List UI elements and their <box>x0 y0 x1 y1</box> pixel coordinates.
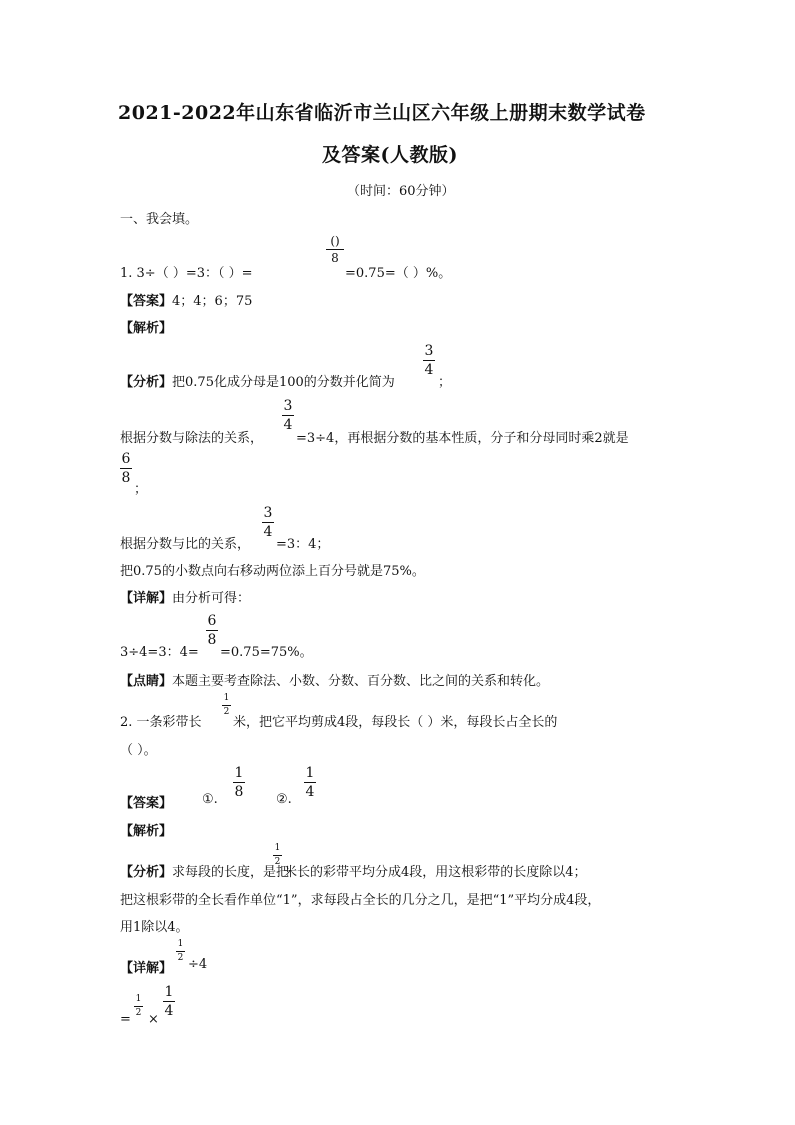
fraction-bar <box>273 855 282 856</box>
fenxi-line-1-b: 米长的彩带平均分成4段，用这根彩带的长度除以4； <box>284 865 587 880</box>
fraction-bar <box>206 630 218 631</box>
question-2-part-a: 2. 一条彩带长 <box>120 715 202 730</box>
fraction-numerator: 1 <box>234 765 244 781</box>
fraction-bar <box>262 522 274 523</box>
fraction-numerator: 1 <box>164 984 174 1000</box>
fenxi-text: 求每段的长度，是把 <box>172 865 290 880</box>
fraction-numerator: 1 <box>274 843 281 853</box>
fraction-1-2 <box>222 694 231 717</box>
fraction-bar <box>282 415 294 416</box>
question-1-part-b: =0.75=（ ）%。 <box>345 266 452 281</box>
fenxi-label: 【分析】 <box>120 375 173 390</box>
fraction-denominator: 8 <box>207 632 217 648</box>
fraction-numerator: () <box>330 234 340 248</box>
question-1-part-a: 1. 3÷（ ）=3：（ ）= <box>120 266 253 281</box>
calc-line-b: =0.75=75%。 <box>220 645 313 660</box>
fraction-denominator: 8 <box>234 784 244 800</box>
fraction-denominator: 2 <box>223 707 230 717</box>
fraction-1-4 <box>163 985 175 1018</box>
xiangjie-text: 由分析可得： <box>172 591 251 606</box>
fraction-numerator: 3 <box>424 343 434 359</box>
fraction-denominator: 8 <box>331 251 339 265</box>
fenxi-line-2-b: =3÷4，再根据分数的基本性质，分子和分母同时乘2就是 <box>296 431 629 446</box>
fraction-6-8 <box>120 452 132 485</box>
fraction-bar <box>326 249 344 250</box>
fraction-1-2 <box>134 995 143 1018</box>
fraction-denominator: 4 <box>424 362 434 378</box>
section-heading: 一、我会填。 <box>120 212 199 227</box>
fenxi-line-2: 把这根彩带的全长看作单位“1”，求每段占全长的几分之几，是把“1”平均分成4段， <box>120 893 601 908</box>
fraction-3-4 <box>282 399 294 432</box>
fraction-bar <box>163 1001 175 1002</box>
fraction-numerator: 3 <box>263 505 273 521</box>
xiangjie-line <box>120 587 250 606</box>
fenxi-line-2-a: 根据分数与除法的关系， <box>120 431 264 446</box>
fraction-bar <box>176 951 185 952</box>
page-title-line2: 及答案(人教版) <box>322 144 458 166</box>
calc-line-a: 3÷4=3：4= <box>120 645 199 660</box>
fraction-blank-over-8 <box>326 235 344 264</box>
fraction-bar <box>423 360 435 361</box>
fraction-1-2 <box>273 844 282 867</box>
fraction-bar <box>233 782 245 783</box>
answer-2-marker: ②. <box>276 792 292 807</box>
fraction-3-4 <box>423 344 435 377</box>
fraction-numerator: 1 <box>135 994 142 1004</box>
fenxi-line-1 <box>120 371 395 390</box>
fenxi-line-3: 用1除以4。 <box>120 920 189 935</box>
dianjing-text: 本题主要考查除法、小数、分数、百分数、比之间的关系和转化。 <box>172 674 550 689</box>
fraction-6-8 <box>206 614 218 647</box>
xiangjie-line-2-equals: = <box>120 1012 131 1027</box>
xiangjie-line-1: ÷4 <box>188 957 208 972</box>
dianjing-label: 【点睛】 <box>120 674 173 689</box>
fraction-3-4 <box>262 506 274 539</box>
fraction-denominator: 8 <box>121 470 131 486</box>
fraction-denominator: 4 <box>164 1003 174 1019</box>
fraction-bar <box>222 705 231 706</box>
fraction-denominator: 2 <box>274 857 281 867</box>
fraction-denominator: 4 <box>263 524 273 540</box>
fenxi-text: 把0.75化成分母是100的分数并化简为 <box>172 375 395 390</box>
fenxi-label: 【分析】 <box>120 865 173 880</box>
answer-text: 4；4；6；75 <box>172 294 253 309</box>
question-2-part-c: （ ）。 <box>120 743 157 758</box>
page-title: 2021-2022年山东省临沂市兰山区六年级上册期末数学试卷 <box>118 102 646 124</box>
fraction-1-2 <box>176 940 185 963</box>
question-2-part-b: 米，把它平均剪成4段，每段长（ ）米，每段长占全长的 <box>233 715 558 730</box>
answer-label: 【答案】 <box>120 796 173 811</box>
fraction-numerator: 3 <box>283 398 293 414</box>
fraction-denominator: 4 <box>305 784 315 800</box>
times-sign: × <box>148 1012 159 1027</box>
xiangjie-label: 【详解】 <box>120 591 173 606</box>
analysis-heading: 【解析】 <box>120 824 173 839</box>
fraction-denominator: 2 <box>177 953 184 963</box>
fraction-1-8 <box>233 766 245 799</box>
fraction-numerator: 6 <box>121 451 131 467</box>
time-limit: （时间：60分钟） <box>347 184 455 199</box>
fenxi-line-4: 把0.75的小数点向右移动两位添上百分号就是75%。 <box>120 564 425 579</box>
fenxi-line-1-a <box>120 861 289 880</box>
fraction-bar <box>304 782 316 783</box>
answer-label: 【答案】 <box>120 294 173 309</box>
dianjing-line <box>120 670 549 689</box>
fraction-numerator: 1 <box>223 693 230 703</box>
answer-1-marker: ①. <box>202 792 218 807</box>
fraction-1-4 <box>304 766 316 799</box>
answer-line <box>120 290 252 309</box>
analysis-heading: 【解析】 <box>120 321 173 336</box>
fenxi-line-3-b: =3：4； <box>276 537 330 552</box>
fenxi-line-3-a: 根据分数与比的关系， <box>120 537 251 552</box>
fraction-numerator: 1 <box>177 939 184 949</box>
fraction-denominator: 4 <box>283 417 293 433</box>
fenxi-line-1-end: ； <box>438 375 452 390</box>
fenxi-line-2-end: ； <box>134 482 148 497</box>
fraction-numerator: 1 <box>305 765 315 781</box>
fraction-bar <box>134 1006 143 1007</box>
fraction-denominator: 2 <box>135 1008 142 1018</box>
fraction-bar <box>120 468 132 469</box>
xiangjie-label: 【详解】 <box>120 961 173 976</box>
fraction-numerator: 6 <box>207 613 217 629</box>
